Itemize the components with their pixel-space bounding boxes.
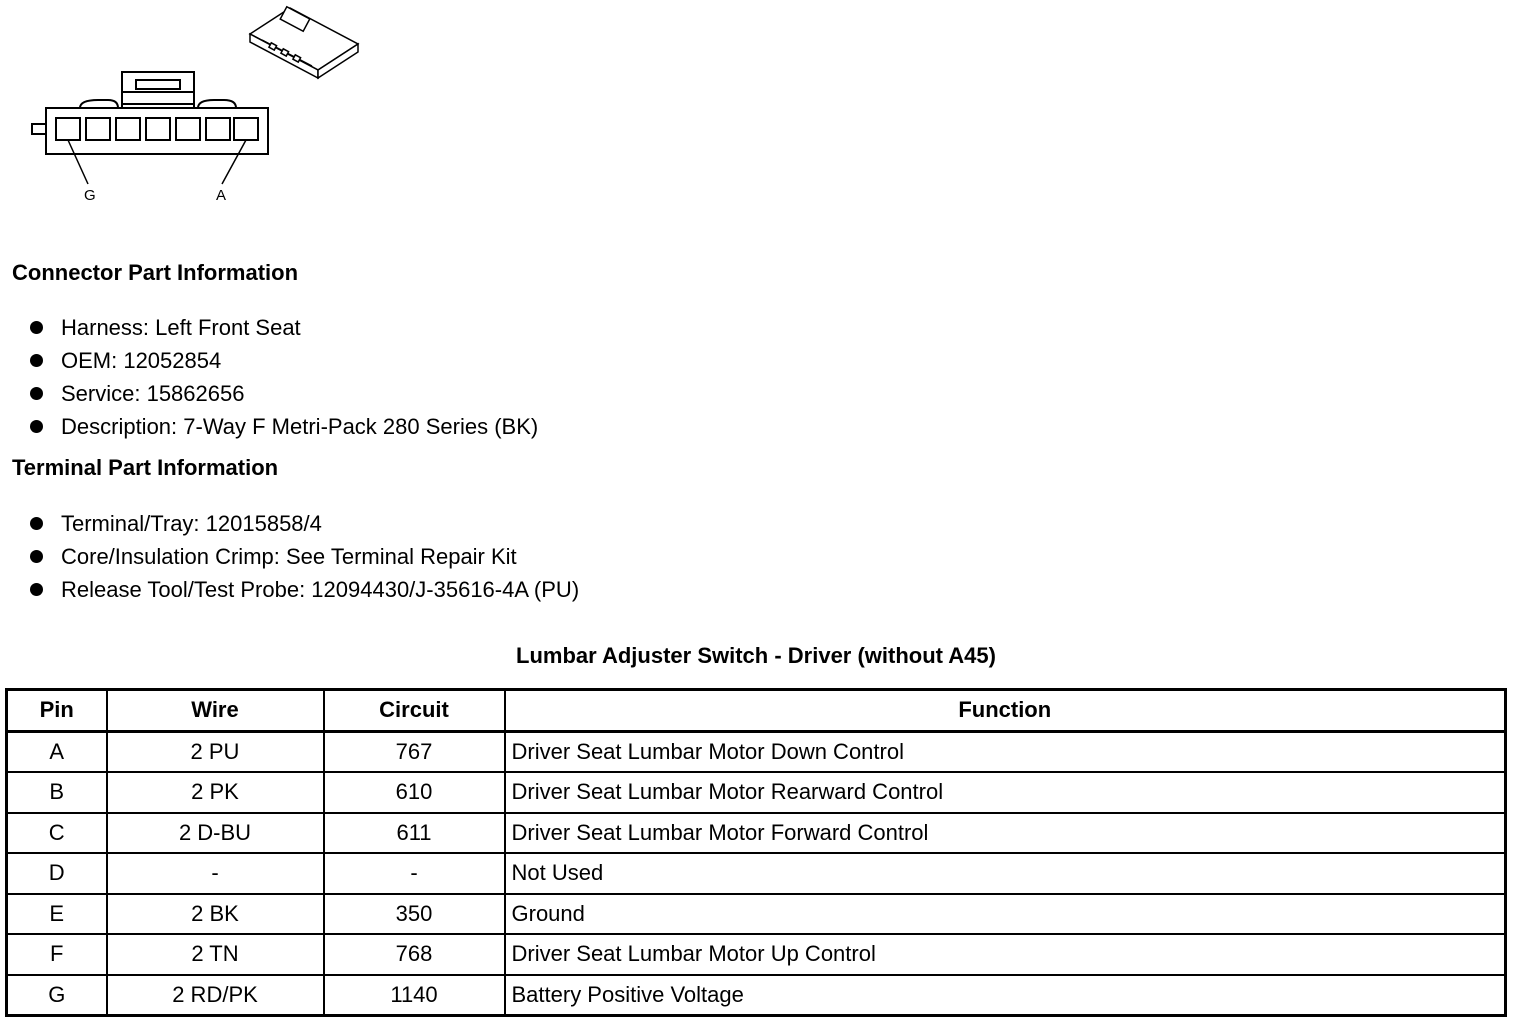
connector-part-info-list: [30, 311, 538, 443]
table-row: [7, 894, 1506, 935]
list-item: OEM: 12052854: [30, 344, 538, 377]
bullet-icon: [30, 420, 43, 433]
bullet-icon: [30, 550, 43, 563]
cell-circuit: 767: [324, 731, 505, 772]
header-circuit: Circuit: [324, 690, 505, 732]
cell-wire: 2 PK: [107, 772, 324, 813]
cell-circuit: 350: [324, 894, 505, 935]
bullet-icon: [30, 354, 43, 367]
bullet-icon: [30, 387, 43, 400]
table-row: [7, 975, 1506, 1016]
cell-wire: 2 RD/PK: [107, 975, 324, 1016]
terminal-part-info-heading: Terminal Part Information: [12, 455, 279, 480]
table-header-row: [7, 690, 1506, 732]
list-item: Harness: Left Front Seat: [30, 311, 538, 344]
cell-function: Driver Seat Lumbar Motor Forward Control: [505, 813, 1506, 854]
cell-wire: 2 D-BU: [107, 813, 324, 854]
list-item: Description: 7-Way F Metri-Pack 280 Series (BK): [30, 410, 538, 443]
cell-wire: 2 TN: [107, 934, 324, 975]
terminal-part-info-list: [30, 507, 579, 606]
cell-circuit: 611: [324, 813, 505, 854]
connector-front-view: [32, 72, 268, 184]
list-item: Release Tool/Test Probe: 12094430/J-35616-4A (PU): [30, 573, 579, 606]
bullet-icon: [30, 583, 43, 596]
cell-pin: E: [7, 894, 107, 935]
table-row: [7, 731, 1506, 772]
table-row: [7, 853, 1506, 894]
cell-pin: C: [7, 813, 107, 854]
cell-pin: A: [7, 731, 107, 772]
cell-wire: -: [107, 853, 324, 894]
cell-function: Driver Seat Lumbar Motor Up Control: [505, 934, 1506, 975]
cell-circuit: 1140: [324, 975, 505, 1016]
cell-circuit: 768: [324, 934, 505, 975]
cell-circuit: 610: [324, 772, 505, 813]
pin-label-a: A: [216, 187, 227, 204]
cell-function: Battery Positive Voltage: [505, 975, 1506, 1016]
pin-label-g: G: [84, 187, 96, 204]
connector-perspective-icon: [250, 7, 358, 78]
connector-part-info-heading: Connector Part Information: [12, 260, 299, 285]
table-title: Lumbar Adjuster Switch - Driver (without A45): [516, 643, 996, 668]
cell-pin: B: [7, 772, 107, 813]
cell-function: Not Used: [505, 853, 1506, 894]
cell-wire: 2 PU: [107, 731, 324, 772]
list-item: Service: 15862656: [30, 377, 538, 410]
header-wire: Wire: [107, 690, 324, 732]
cell-function: Driver Seat Lumbar Motor Rearward Control: [505, 772, 1506, 813]
cell-wire: 2 BK: [107, 894, 324, 935]
cell-function: Driver Seat Lumbar Motor Down Control: [505, 731, 1506, 772]
table-row: [7, 813, 1506, 854]
pinout-table: [5, 688, 1507, 1017]
list-item: Core/Insulation Crimp: See Terminal Repair Kit: [30, 540, 579, 573]
table-row: [7, 772, 1506, 813]
cell-function: Ground: [505, 894, 1506, 935]
cell-pin: D: [7, 853, 107, 894]
bullet-icon: [30, 321, 43, 334]
cell-pin: F: [7, 934, 107, 975]
header-function: Function: [505, 690, 1506, 732]
table-row: [7, 934, 1506, 975]
header-pin: Pin: [7, 690, 107, 732]
connector-diagram: [0, 0, 380, 215]
cell-pin: G: [7, 975, 107, 1016]
bullet-icon: [30, 517, 43, 530]
list-item: Terminal/Tray: 12015858/4: [30, 507, 579, 540]
cell-circuit: -: [324, 853, 505, 894]
